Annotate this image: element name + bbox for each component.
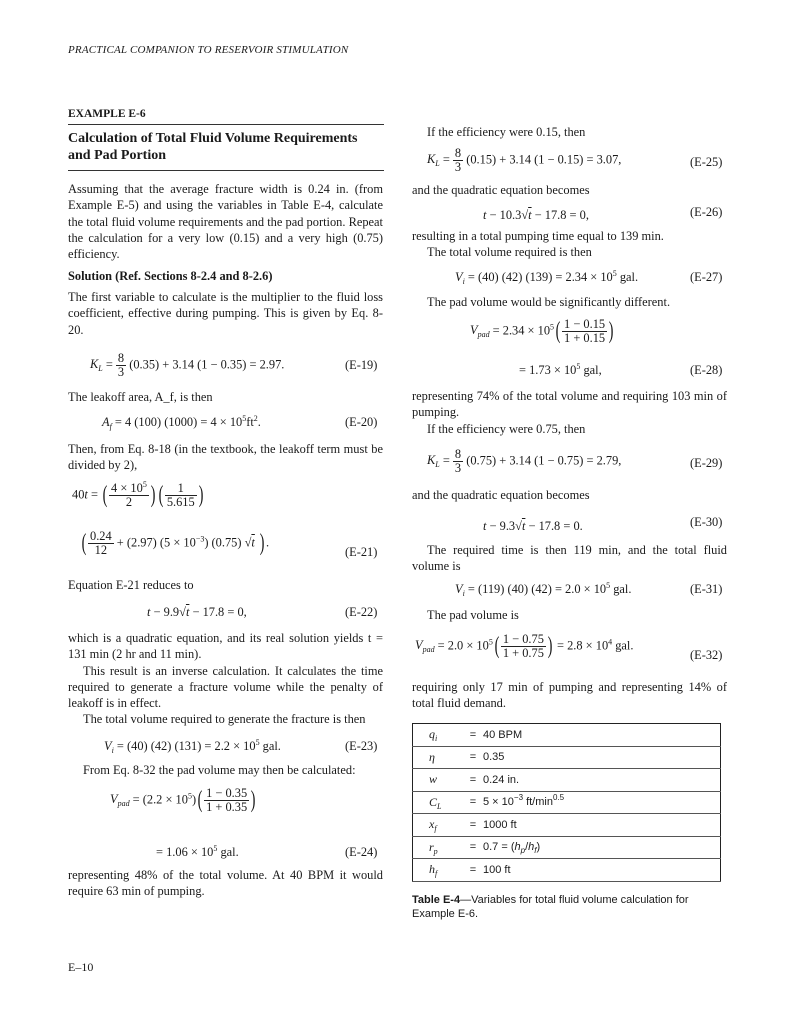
eqno-e32: (E-32)	[690, 648, 723, 662]
eqno-e22: (E-22)	[345, 605, 378, 619]
equation-e27: $V_i = (40)$ (42) $(139) = 2.34 \times 10^5$ gal.	[455, 269, 639, 286]
table-symbol-qi: $q_i$	[413, 724, 464, 747]
paragraph-inverse: This result is an inverse calculation. It calculates the time required to generate a fracture volume while the penalty of leakoff is in effect.	[68, 663, 383, 711]
equation-e30: t − 9.3√t − 17.8 = 0.	[483, 519, 583, 533]
paragraph-pad-calc: From Eq. 8-32 the pad volume may then be calculated:	[83, 763, 356, 777]
table-equals: =	[463, 859, 483, 882]
table-row	[413, 836, 721, 859]
table-value: 40 BPM	[483, 724, 721, 747]
table-value: 100 ft	[483, 859, 721, 882]
eqno-e25: (E-25)	[690, 155, 723, 169]
eqno-e23: (E-23)	[345, 739, 378, 753]
table-symbol-w: w	[413, 769, 464, 792]
equation-e29: $K_L$ = $\frac{8}{3}$ (0.75) + 3.14 (1 − 0.75) = 2.79,	[427, 447, 622, 475]
eqno-e19: (E-19)	[345, 358, 378, 372]
example-title: Calculation of Total Fluid Volume Requirements and Pad Portion	[68, 131, 358, 163]
table-symbol-cl: $C_L$	[413, 791, 464, 814]
table-caption	[412, 893, 727, 921]
table-value: 1000 ft	[483, 814, 721, 837]
paragraph-119-min: The required time is then 119 min, and the total fluid volume is	[412, 543, 727, 574]
table-equals: =	[463, 724, 483, 747]
intro-paragraph: Assuming that the average fracture width is 0.24 in. (from Example E-5) and using the variables in Table E-4, calculate the total fluid volume requirements and the pad portion. Repeat the calculation for a very low (0.15) and a very high (0.75) efficiency.	[68, 182, 383, 262]
eqno-e31: (E-31)	[690, 582, 723, 596]
paragraph-reduces: Equation E-21 reduces to	[68, 578, 194, 592]
table-equals: =	[463, 769, 483, 792]
table-value: 0.35	[483, 746, 721, 769]
table-symbol-xf: $x_f$	[413, 814, 464, 837]
equation-e26: t − 10.3√t − 17.8 = 0,	[483, 208, 589, 222]
equation-e21-part2: ( $\frac{0.24}{12}$ + (2.97) $(5 \times 10^{-3})$ (0.75) √t ) .	[81, 529, 270, 557]
table-symbol-eta: η	[413, 746, 464, 769]
title-rule-top	[68, 124, 384, 125]
table-value: 0.24 in.	[483, 769, 721, 792]
eqno-e28: (E-28)	[690, 363, 723, 377]
paragraph-74-percent: representing 74% of the total volume and requiring 103 min of pumping.	[412, 389, 727, 420]
table-caption-label: Table E-4	[412, 894, 461, 906]
table-caption-text: —Variables for total fluid volume calculation for Example E-6.	[412, 894, 689, 920]
variables-table	[412, 723, 721, 882]
equation-e25: $K_L$ = $\frac{8}{3}$ (0.15) + 3.14 (1 − 0.15) = 3.07,	[427, 146, 622, 174]
paragraph-eff-075: If the efficiency were 0.75, then	[427, 421, 586, 436]
table-row	[413, 769, 721, 792]
example-label: EXAMPLE E-6	[68, 108, 146, 120]
eqno-e20: (E-20)	[345, 415, 378, 429]
table-row	[413, 859, 721, 882]
title-rule-bottom	[68, 170, 384, 171]
table-row	[413, 746, 721, 769]
paragraph-leakoff-area: The leakoff area, A_f, is then	[68, 390, 213, 404]
equation-e19: $K_L$ = $\frac{8}{3}$ (0.35) + 3.14 (1 − 0.35) = 2.97.	[90, 351, 285, 379]
paragraph-fluid-loss: The first variable to calculate is the multiplier to the fluid loss coefficient, effective during pumping. This is given by Eq. 8-20.	[68, 290, 383, 337]
paragraph-74-block	[412, 388, 727, 437]
paragraph-eff-015: If the efficiency were 0.15, then	[427, 125, 586, 139]
paragraph-139-block	[412, 228, 727, 261]
table-equals: =	[463, 746, 483, 769]
paragraph-total-volume: The total volume required to generate the fracture is then	[83, 712, 366, 727]
table-value: $0.7 = (h_p/h_f)$	[483, 836, 721, 859]
paragraph-139-min: resulting in a total pumping time equal to 139 min.	[412, 229, 664, 243]
table-row	[413, 814, 721, 837]
eqno-e27: (E-27)	[690, 270, 723, 284]
table-row	[413, 791, 721, 814]
equation-e24-part2: = $1.06 \times 10^5$ gal.	[156, 844, 239, 859]
equation-e22: t − 9.9√t − 17.8 = 0,	[147, 605, 247, 619]
paragraph-quadratic-075: and the quadratic equation becomes	[412, 488, 590, 502]
table-equals: =	[463, 836, 483, 859]
equation-e32: $V_{pad} = 2.0 \times 10^5$( $\frac{1 - 0.75}{1 + 0.75}$ ) = $2.8 \times 10^4$ gal.	[415, 632, 634, 660]
paragraph-48-percent: representing 48% of the total volume. At 40 BPM it would require 63 min of pumping.	[68, 868, 383, 899]
equation-e24-part1: $V_{pad} = (2.2 \times 10^5)$( $\frac{1 - 0.35}{1 + 0.35}$ )	[110, 786, 256, 814]
eqno-e24: (E-24)	[345, 845, 378, 859]
table-row	[413, 724, 721, 747]
paragraph-quadratic-015: and the quadratic equation becomes	[412, 183, 590, 197]
eqno-e21: (E-21)	[345, 545, 378, 559]
eqno-e30: (E-30)	[690, 515, 723, 529]
table-equals: =	[463, 791, 483, 814]
eqno-e29: (E-29)	[690, 456, 723, 470]
paragraph-pad-075: The pad volume is	[427, 608, 519, 622]
equation-e28-part2: = $1.73 \times 10^5$ gal,	[519, 362, 602, 377]
table-value: $5 \times 10^{-3}$ $ft/\min^{0.5}$	[483, 791, 721, 814]
paragraph-14-percent: requiring only 17 min of pumping and representing 14% of total fluid demand.	[412, 680, 727, 711]
equation-e31: $V_i = (119)$ (40) $(42) = 2.0 \times 10^5$ gal.	[455, 581, 632, 598]
eqno-e26: (E-26)	[690, 205, 723, 219]
equation-e21-part1: 40t = ( $\frac{4 \times 10^5}{2}$ ) ( $\frac{1}{5.615}$ )	[72, 480, 204, 509]
table-symbol-rp: $r_p$	[413, 836, 464, 859]
table-symbol-hf: $h_f$	[413, 859, 464, 882]
running-header: PRACTICAL COMPANION TO RESERVOIR STIMULATION	[68, 44, 349, 56]
table-equals: =	[463, 814, 483, 837]
page-number: E–10	[68, 960, 94, 974]
paragraph-total-015: The total volume required is then	[427, 245, 592, 260]
paragraph-quadratic-block	[68, 630, 383, 728]
paragraph-leakoff-term: Then, from Eq. 8-18 (in the textbook, the leakoff term must be divided by 2),	[68, 442, 383, 473]
solution-heading: Solution (Ref. Sections 8-2.4 and 8-2.6)	[68, 269, 273, 283]
equation-e28-part1: $V_{pad} = 2.34 \times 10^5$( $\frac{1 - 0.15}{1 + 0.15}$ )	[470, 317, 614, 345]
equation-e20: $A_f = 4$ (100) $(1000) = 4 \times 10^5ft^2$.	[102, 414, 261, 431]
paragraph-quadratic: which is a quadratic equation, and its real solution yields t = 131 min (2 hr and 11 min).	[68, 631, 383, 662]
equation-e23: $V_i = (40)$ (42) $(131) = 2.2 \times 10^5$ gal.	[104, 738, 281, 755]
paragraph-pad-different: The pad volume would be significantly different.	[427, 295, 671, 309]
